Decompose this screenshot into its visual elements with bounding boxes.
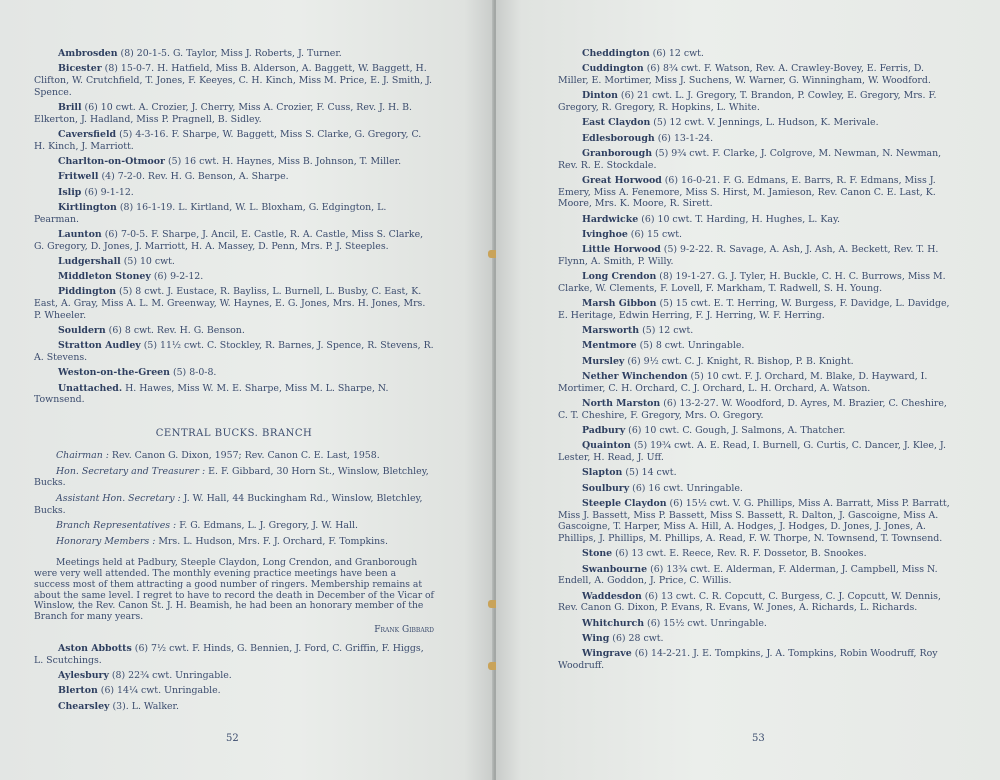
tower-details: (6) 15½ cwt. V. G. Phillips, Miss A. Barratt, Miss P. Barratt, Miss J. Bassett, Miss P. Bassett, Miss S. Bassett, R. Dalton, J. Gascoigne, Miss A. Gascoigne, T. Harper, Miss A. Hill, A. Hodges, J. Hodges, D. Jones, J. Jones, A. Phillips, J. Phillips, M. Phillips, A. Read, F. W. Thorpe, N. Townsend, T. Townsend.	[558, 497, 950, 545]
tower-name: Wing	[582, 632, 610, 644]
tower-name: Hardwicke	[582, 213, 639, 225]
tower-details: (6) 7½ cwt. F. Hinds, G. Bennien, J. Ford, C. Griffin, F. Higgs, L. Scutchings.	[34, 642, 424, 666]
tower-details: (8) 19-1-27. G. J. Tyler, H. Buckle, C. H. C. Burrows, Miss M. Clarke, W. Clements, F. Lovell, F. Markham, T. Radwell, S. H. Young.	[558, 271, 946, 294]
tower-entry	[34, 643, 434, 666]
tower-entry	[34, 670, 434, 682]
tower-entry	[558, 214, 955, 226]
tower-details: (6) 13¾ cwt. E. Alderman, F. Alderman, J. Campbell, Miss N. Endell, A. Goddon, J. Price, C. Willis.	[558, 563, 938, 587]
tower-details: (6) 13 cwt. C. R. Copcutt, C. Burgess, C. J. Copcutt, W. Dennis, Rev. Canon G. Dixon, P. Evans, R. Evans, W. Jones, A. Richards, L. Richards.	[558, 590, 941, 614]
tower-name: Mentmore	[582, 340, 637, 352]
officer-line	[34, 450, 434, 462]
tower-entry	[34, 48, 434, 60]
tower-details: (5) 12 cwt.	[642, 325, 694, 337]
tower-entry	[558, 244, 955, 267]
tower-entry	[558, 618, 955, 630]
officer-line	[34, 466, 434, 489]
tower-name: Little Horwood	[582, 244, 661, 256]
tower-entry	[558, 483, 955, 495]
tower-entry	[558, 325, 955, 337]
tower-details: (6) 13 cwt. E. Reece, Rev. R. F. Dossetor, B. Snookes.	[615, 548, 867, 560]
tower-entry	[34, 202, 434, 225]
right-column	[558, 48, 955, 675]
officer-line	[34, 536, 434, 548]
tower-entry	[558, 298, 955, 321]
tower-details: (5) 10 cwt. F. J. Orchard, M. Blake, D. Hayward, I. Mortimer, C. H. Orchard, C. J. Orchard, L. H. Orchard, A. Watson.	[558, 371, 928, 394]
tower-entry	[34, 187, 434, 199]
report-signature: Frank Gibbard	[374, 625, 434, 636]
tower-details: (6) 14-2-21. J. E. Tompkins, J. A. Tompkins, Robin Woodruff, Roy Woodruff.	[558, 648, 938, 671]
tower-name: Aylesbury	[58, 669, 109, 681]
tower-details: (6) 13-1-24.	[657, 132, 714, 144]
tower-name: Unattached.	[58, 382, 123, 394]
tower-name: Aston Abbotts	[58, 642, 132, 654]
officer-holder: E. F. Gibbard, 30 Horn St., Winslow, Bletchley, Bucks.	[34, 465, 429, 489]
tower-details: (5) 16 cwt. H. Haynes, Miss B. Johnson, T. Miller.	[167, 156, 402, 167]
left-column	[34, 48, 434, 716]
tower-details: (5) 15 cwt. E. T. Herring, W. Burgess, F. Davidge, L. Davidge, E. Heritage, Edwin Herring, F. J. Herring, W. F. Herring.	[558, 298, 950, 321]
tower-name: Swanbourne	[582, 563, 648, 575]
tower-details: (5) 9-2-22. R. Savage, A. Ash, J. Ash, A. Beckett, Rev. T. H. Flynn, A. Smith, P. Willy.	[558, 244, 939, 267]
tower-entry	[558, 133, 955, 145]
tower-entry	[34, 63, 434, 98]
tower-name: Cuddington	[582, 63, 644, 75]
tower-name: Slapton	[582, 467, 623, 479]
tower-entry	[558, 633, 955, 645]
tower-name: Blerton	[58, 685, 98, 697]
tower-name: East Claydon	[582, 117, 651, 129]
officer-role: Hon. Secretary and Treasurer :	[56, 465, 206, 477]
right-entries	[558, 48, 955, 672]
officer-role: Chairman :	[56, 449, 109, 461]
branch-heading: CENTRAL BUCKS. BRANCH	[155, 428, 313, 440]
left-entries-top	[34, 48, 434, 406]
tower-details: (6) 9½ cwt. C. J. Knight, R. Bishop, P. B. Knight.	[627, 355, 854, 367]
tower-details: (8) 22¾ cwt. Unringable.	[111, 669, 232, 681]
tower-entry	[558, 564, 955, 587]
officer-role: Honorary Members :	[56, 536, 156, 548]
tower-details: (5) 8 cwt. Unringable.	[639, 340, 745, 352]
tower-details: (3). L. Walker.	[112, 700, 179, 712]
left-entries-bottom	[34, 643, 434, 712]
tower-details: (6) 10 cwt. A. Crozier, J. Cherry, Miss A. Crozier, F. Cuss, Rev. J. H. B. Elkerton, J. Hadland, Miss P. Pragnell, B. Sidley.	[34, 102, 413, 125]
tower-entry	[34, 367, 434, 379]
officer-holder: Rev. Canon G. Dixon, 1957; Rev. Canon C. E. Last, 1958.	[111, 449, 380, 461]
officer-holder: Mrs. L. Hudson, Mrs. F. J. Orchard, F. Tompkins.	[158, 536, 388, 548]
tower-details: (5) 4-3-16. F. Sharpe, W. Baggett, Miss S. Clarke, G. Gregory, C. H. Kinch, J. Marriott.	[34, 129, 422, 152]
officer-line	[34, 493, 434, 516]
tower-details: (4) 7-2-0. Rev. H. G. Benson, A. Sharpe.	[101, 171, 289, 183]
tower-name: Caversfield	[58, 129, 117, 140]
tower-entry	[558, 63, 955, 86]
tower-name: Brill	[58, 102, 82, 113]
tower-entry	[34, 171, 434, 183]
tower-entry	[558, 48, 955, 60]
tower-details: (6) 13-2-27. W. Woodford, D. Ayres, M. Brazier, C. Cheshire, C. T. Cheshire, F. Gregory, Mrs. O. Gregory.	[558, 398, 947, 421]
tower-entry	[34, 325, 434, 337]
tower-details: (5) 12 cwt. V. Jennings, L. Hudson, K. Merivale.	[653, 117, 879, 129]
tower-name: Stratton Audley	[58, 340, 141, 352]
officer-holder: F. G. Edmans, L. J. Gregory, J. W. Hall.	[179, 520, 358, 532]
tower-name: Soulbury	[582, 482, 630, 494]
tower-name: Ivinghoe	[582, 228, 628, 240]
tower-details: (6) 16-0-21. F. G. Edmans, E. Barrs, R. F. Edmans, Miss J. Emery, Miss A. Fenemore, Miss S. Hirst, M. Jamieson, Rev. Canon C. E. Last, K. Moore, Mrs. K. Moore, R. Sirett.	[558, 174, 936, 210]
tower-name: Piddington	[58, 286, 117, 298]
tower-entry	[558, 591, 955, 614]
tower-name: Edlesborough	[582, 132, 655, 144]
tower-entry	[558, 648, 955, 671]
tower-name: Kirtlington	[58, 201, 117, 213]
tower-name: Quainton	[582, 440, 631, 452]
tower-details: (5) 8-0-8.	[172, 367, 217, 379]
tower-details: (6) 15½ cwt. Unringable.	[647, 617, 767, 629]
tower-details: (6) 8 cwt. Rev. H. G. Benson.	[108, 325, 245, 337]
tower-entry	[34, 271, 434, 283]
tower-entry	[558, 117, 955, 129]
tower-entry	[34, 129, 434, 152]
tower-name: Mursley	[582, 355, 625, 367]
tower-details: (6) 15 cwt.	[630, 228, 682, 240]
tower-entry	[34, 286, 434, 321]
tower-entry	[34, 156, 434, 168]
tower-details: (6) 12 cwt.	[652, 48, 704, 59]
tower-name: Nether Winchendon	[582, 371, 688, 383]
officers-list	[34, 450, 434, 548]
tower-name: Islip	[58, 186, 82, 198]
tower-entry	[34, 685, 434, 697]
officer-role: Branch Representatives :	[56, 520, 177, 532]
tower-details: (5) 11½ cwt. C. Stockley, R. Barnes, J. Spence, R. Stevens, R. A. Stevens.	[34, 340, 434, 364]
tower-details: (6) 9-2-12.	[153, 271, 204, 283]
right-page	[496, 0, 1000, 780]
tower-name: Launton	[58, 228, 102, 240]
page-number-left: 52	[226, 733, 239, 744]
tower-entry	[558, 440, 955, 463]
tower-entry	[558, 498, 955, 545]
tower-entry	[34, 229, 434, 252]
tower-name: Charlton-on-Otmoor	[58, 156, 165, 167]
tower-details: (5) 8 cwt. J. Eustace, R. Bayliss, L. Burnell, L. Busby, C. East, K. East, A. Gray, Miss A. L. M. Greenway, W. Haynes, E. G. Jones, Mrs. H. Jones, Mrs. P. Wheeler.	[34, 286, 426, 321]
tower-name: Dinton	[582, 90, 618, 102]
tower-name: North Marston	[582, 398, 661, 410]
tower-entry	[558, 175, 955, 210]
tower-name: Padbury	[582, 425, 626, 437]
tower-name: Cheddington	[582, 48, 650, 59]
officer-line	[34, 520, 434, 532]
tower-name: Wingrave	[582, 648, 632, 660]
tower-entry	[34, 701, 434, 713]
tower-entry	[558, 425, 955, 437]
tower-name: Steeple Claydon	[582, 497, 667, 509]
officer-holder: J. W. Hall, 44 Buckingham Rd., Winslow, Bletchley, Bucks.	[34, 493, 423, 516]
tower-name: Chearsley	[58, 700, 110, 712]
tower-details: (6) 14¼ cwt. Unringable.	[100, 685, 221, 697]
tower-entry	[558, 271, 955, 294]
tower-details: (6) 8¾ cwt. F. Watson, Rev. A. Crawley-Bovey, E. Ferris, D. Miller, E. Mortimer, Miss J. Suchens, W. Warner, G. Winningham, W. Woodford.	[558, 63, 931, 86]
tower-details: (6) 7-0-5. F. Sharpe, J. Ancil, E. Castle, R. A. Castle, Miss S. Clarke, G. Gregory, D. Jones, J. Marriott, H. A. Massey, D. Penn, Mrs. P. J. Steeples.	[34, 228, 424, 252]
tower-entry	[558, 371, 955, 394]
tower-entry	[558, 340, 955, 352]
tower-entry	[34, 102, 434, 125]
tower-details: (6) 28 cwt.	[612, 632, 664, 644]
tower-name: Bicester	[58, 63, 102, 75]
tower-entry	[558, 148, 955, 171]
tower-entry	[558, 467, 955, 479]
tower-details: (5) 9¾ cwt. F. Clarke, J. Colgrove, M. Newman, N. Newman, Rev. R. E. Stockdale.	[558, 147, 942, 171]
tower-name: Weston-on-the-Green	[58, 367, 170, 379]
tower-entry	[34, 383, 434, 406]
tower-details: (6) 9-1-12.	[84, 186, 134, 198]
officer-role: Assistant Hon. Secretary :	[56, 493, 181, 504]
left-page	[0, 0, 494, 780]
tower-name: Long Crendon	[582, 271, 657, 283]
tower-name: Ambrosden	[58, 48, 118, 59]
tower-details: (5) 10 cwt.	[123, 255, 175, 267]
tower-name: Souldern	[58, 325, 106, 337]
tower-details: (8) 20-1-5. G. Taylor, Miss J. Roberts, J. Turner.	[120, 48, 342, 59]
tower-entry	[34, 340, 434, 363]
tower-entry	[558, 548, 955, 560]
tower-details: (6) 10 cwt. T. Harding, H. Hughes, L. Kay.	[641, 213, 840, 225]
tower-name: Ludgershall	[58, 255, 121, 267]
tower-details: (5) 19¾ cwt. A. E. Read, I. Burnell, G. Curtis, C. Dancer, J. Klee, J. Lester, H. Read, J. Uff.	[558, 440, 946, 464]
tower-entry	[558, 356, 955, 368]
tower-details: H. Hawes, Miss W. M. E. Sharpe, Miss M. L. Sharpe, N. Townsend.	[34, 382, 389, 406]
tower-entry	[34, 256, 434, 268]
tower-entry	[558, 229, 955, 241]
tower-entry	[558, 90, 955, 113]
tower-details: (8) 16-1-19. L. Kirtland, W. L. Bloxham, G. Edgington, L. Pearman.	[34, 201, 387, 225]
tower-details: (6) 21 cwt. L. J. Gregory, T. Brandon, P. Cowley, E. Gregory, Mrs. F. Gregory, R. Gregory, R. Hopkins, L. White.	[558, 90, 937, 113]
tower-details: (8) 15-0-7. H. Hatfield, Miss B. Alderson, A. Baggett, W. Baggett, H. Clifton, W. Crutchfield, T. Jones, F. Keeyes, C. H. Kinch, Miss M. Price, E. J. Smith, J. Spence.	[34, 63, 432, 98]
tower-details: (5) 14 cwt.	[625, 467, 677, 479]
tower-entry	[558, 398, 955, 421]
tower-name: Marsh Gibbon	[582, 298, 657, 310]
tower-name: Waddesdon	[582, 590, 642, 602]
branch-report: Meetings held at Padbury, Steeple Claydon, Long Crendon, and Granborough were very well attended. The monthly evening practice meetings have been a success most of them attracting a good number of ringers. Membership remains at about the same level. I regret to have to record the death in December of the Vicar of Winslow, the Rev. Canon St. J. H. Beamish, he had been an honorary member of the Branch for many years.	[34, 556, 434, 623]
tower-name: Middleton Stoney	[58, 271, 151, 283]
tower-details: (6) 10 cwt. C. Gough, J. Salmons, A. Thatcher.	[628, 425, 846, 437]
page-number-right: 53	[752, 733, 765, 744]
tower-name: Fritwell	[58, 171, 99, 183]
tower-name: Granborough	[582, 147, 653, 159]
tower-name: Whitchurch	[582, 617, 645, 629]
tower-name: Marsworth	[582, 325, 640, 337]
tower-name: Great Horwood	[582, 174, 662, 186]
tower-name: Stone	[582, 548, 613, 560]
tower-details: (6) 16 cwt. Unringable.	[632, 482, 743, 494]
